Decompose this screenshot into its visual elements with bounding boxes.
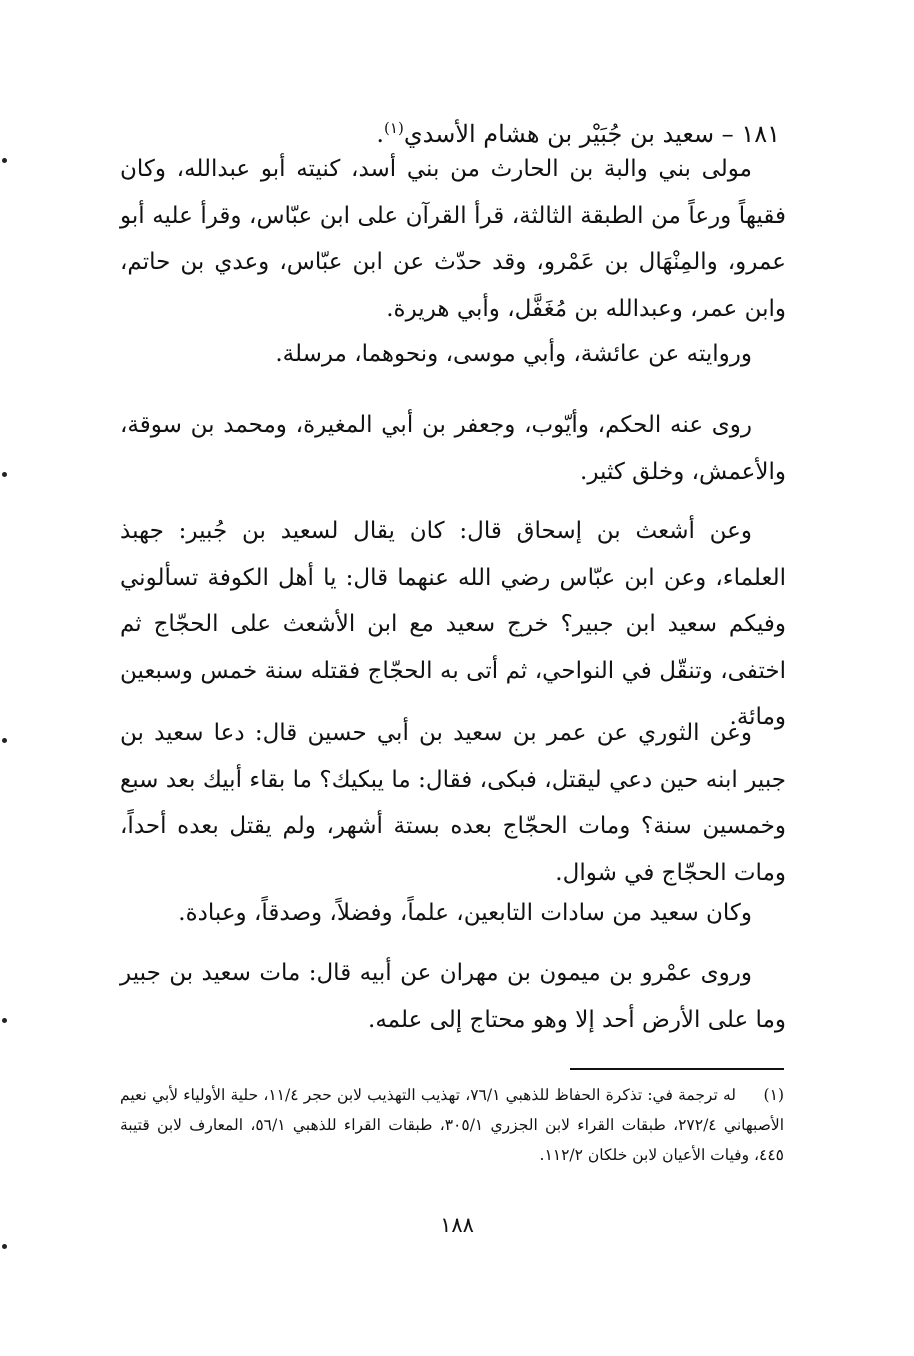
- scan-mark: [2, 1244, 7, 1249]
- footnote: [120, 1080, 784, 1170]
- footnote-number: (١): [763, 1086, 784, 1104]
- scan-mark: [2, 1018, 7, 1023]
- footnote-reference: (١): [384, 119, 404, 137]
- heading-end-mark: .: [376, 120, 385, 148]
- paragraph-thawri: وعن الثوري عن عمر بن سعيد بن أبي حسين قال: دعا سعيد بن جبير ابنه حين دعي ليقتل، فبكى، فقال: ما يبكيك؟ ما بقاء أبيك بعد سبع وخمسين سنة؟ ومات الحجّاج بعده بستة أشهر، ولم يقتل بعده أحداً، ومات الحجّاج في شوال.: [120, 720, 786, 886]
- paragraph-narration: وروايته عن عائشة، وأبي موسى، ونحوهما، مرسلة.: [275, 341, 752, 367]
- paragraph-virtues: وكان سعيد من سادات التابعين، علماً، وفضلاً، وصدقاً، وعبادة.: [178, 900, 752, 926]
- paragraph-students: روى عنه الحكم، وأيّوب، وجعفر بن أبي المغيرة، ومحمد بن سوقة، والأعمش، وخلق كثير.: [120, 412, 786, 485]
- paragraph-maymun: وروى عمْرو بن ميمون بن مهران عن أبيه قال: مات سعيد بن جبير وما على الأرض أحد إلا وهو محتاج إلى علمه.: [120, 960, 786, 1033]
- scan-mark: [2, 472, 7, 477]
- paragraph-biography: مولى بني والبة بن الحارث من بني أسد، كنيته أبو عبدالله، وكان فقيهاً ورعاً من الطبقة الثالثة، قرأ القرآن على ابن عبّاس، وقرأ عليه أبو عمرو، والمِنْهَال بن عَمْرو، وقد حدّث عن ابن عبّاس، وعدي بن حاتم، وابن عمر، وعبدالله بن مُغَفَّل، وأبي هريرة.: [120, 156, 786, 322]
- footnote-separator: [570, 1068, 784, 1070]
- entry-number: ١٨١: [741, 120, 780, 148]
- entry-title: – سعيد بن جُبَيْر بن هشام الأسدي: [403, 120, 734, 148]
- page-number: ١٨٨: [440, 1213, 474, 1237]
- scan-mark: [2, 158, 7, 163]
- paragraph-ashath: وعن أشعث بن إسحاق قال: كان يقال لسعيد بن جُبير: جهبذ العلماء، وعن ابن عبّاس رضي الله عنهما قال: يا أهل الكوفة تسألوني وفيكم سعيد ابن جبير؟ خرج سعيد مع ابن الأشعث على الحجّاج ثم اختفى، وتنقّل في النواحي، ثم أتى به الحجّاج فقتله سنة خمس وسبعين ومائة.: [120, 518, 786, 730]
- footnote-text: له ترجمة في: تذكرة الحفاظ للذهبي ٧٦/١، تهذيب التهذيب لابن حجر ١١/٤، حلية الأولياء لأبي نعيم الأصبهاني ٢٧٢/٤، طبقات القراء لابن الجزري ٣٠٥/١، طبقات القراء للذهبي ٥٦/١، المعارف لابن قتيبة ٤٤٥، وفيات الأعيان لابن خلكان ١١٢/٢.: [120, 1086, 785, 1164]
- scan-mark: [2, 738, 7, 743]
